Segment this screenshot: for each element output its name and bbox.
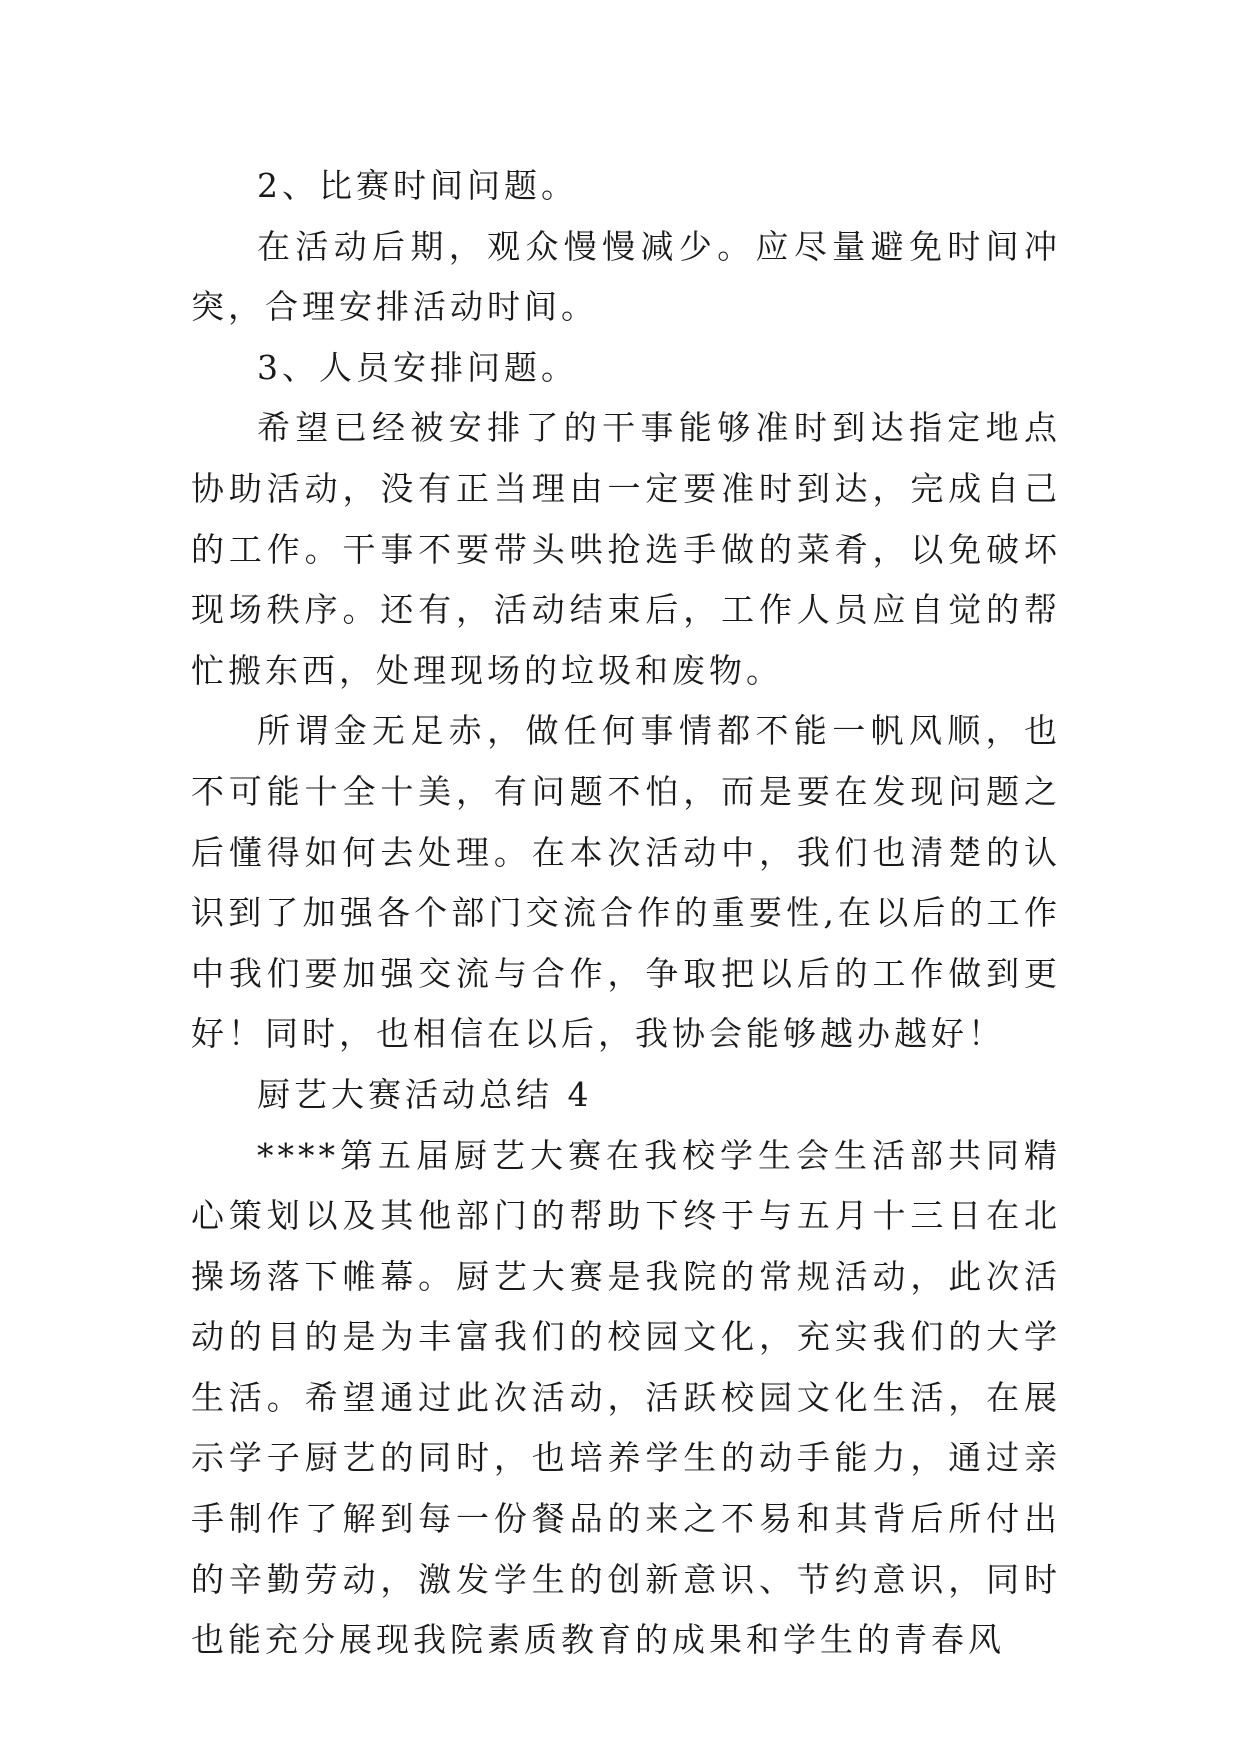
section-heading-summary-4: 厨艺大赛活动总结 4 [257,1074,593,1114]
paragraph-staff: 希望已经被安排了的干事能够准时到达指定地点协助活动，没有正当理由一定要准时到达，完成自己的工作。干事不要带头哄抢选手做的菜肴，以免破坏现场秩序。还有，活动结束后，工作人员应自觉的帮忙搬东西，处理现场的垃圾和废物。 [191,408,1061,690]
paragraph-summary-4: ****第五届厨艺大赛在我校学生会生活部共同精心策划以及其他部门的帮助下终于与五月十三日在北操场落下帷幕。厨艺大赛是我院的常规活动，此次活动的目的是为丰富我们的校园文化，充实我们的大学生活。希望通过此次活动，活跃校园文化生活，在展示学子厨艺的同时，也培养学生的动手能力，通过亲手制作了解到每一份餐品的来之不易和其背后所付出的辛勤劳动，激发学生的创新意识、节约意识，同时也能充分展现我院素质教育的成果和学生的青春风 [191,1135,1061,1660]
paragraph-time: 在活动后期，观众慢慢减少。应尽量避免时间冲突，合理安排活动时间。 [191,226,1061,327]
document-page [191,156,1061,1671]
section-heading-staff: 3、人员安排问题。 [257,347,578,387]
section-heading-time: 2、比赛时间问题。 [257,166,578,205]
paragraph-conclusion: 所谓金无足赤，做任何事情都不能一帆风顺，也不可能十全十美，有问题不怕，而是要在发现问题之后懂得如何去处理。在本次活动中，我们也清楚的认识到了加强各个部门交流合作的重要性,在以后的工作中我们要加强交流与合作，争取把以后的工作做到更好！同时，也相信在以后，我协会能够越办越好！ [191,711,1061,1054]
